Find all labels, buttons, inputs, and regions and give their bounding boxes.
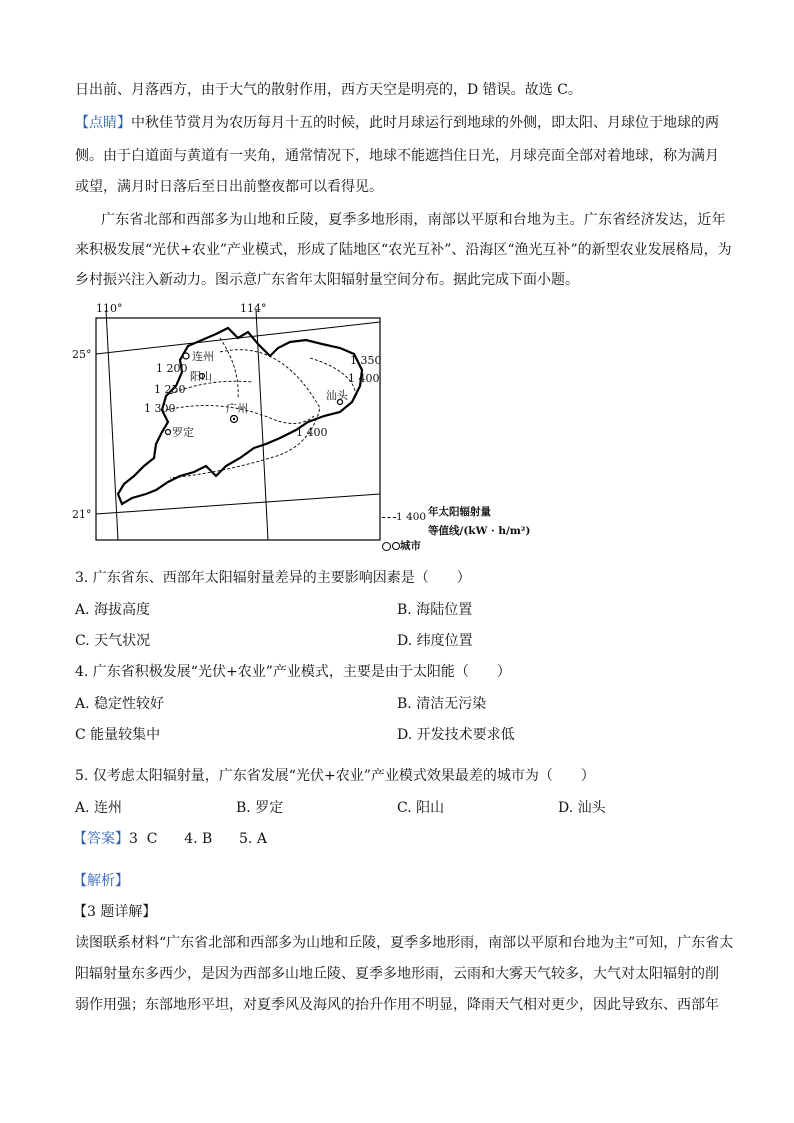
- isoline-label: 1 400: [296, 426, 328, 439]
- city-label: 汕头: [326, 389, 348, 402]
- tip-text: 中秋佳节赏月为农历每月十五的时候，此时月球运行到地球的外侧，即太阳、月球位于地球的两: [131, 115, 719, 131]
- isoline-label: 1 250: [154, 383, 186, 396]
- question-5-stem: 5. 仅考虑太阳辐射量，广东省发展“光伏+农业”产业模式效果最差的城市为（ ）: [75, 768, 595, 784]
- tip-tag: 【点睛】: [75, 115, 131, 131]
- legend-isoline-swatch: [382, 517, 396, 518]
- map-legend: [382, 506, 531, 553]
- lat-label: 25°: [72, 348, 92, 361]
- q5-option-a[interactable]: A. 连州: [75, 800, 123, 816]
- city-marker: [166, 430, 171, 435]
- legend-unit: 等值线/(kW · h/m²): [428, 525, 531, 537]
- q4-option-c[interactable]: C 能量较集中: [75, 727, 161, 743]
- analysis-tag: 【解析】: [73, 873, 129, 889]
- meridian-110: [106, 310, 118, 540]
- legend-title: 年太阳辐射量: [428, 506, 491, 518]
- analysis-subheading: 【3 题详解】: [73, 904, 157, 920]
- legend-city-icon: [392, 542, 400, 550]
- isoline-label: 1 300: [144, 402, 176, 415]
- intro-line: 广东省北部和西部多为山地和丘陵，夏季多地形雨，南部以平原和台地为主。广东省经济发达，近年: [101, 212, 726, 228]
- q4-option-b[interactable]: B. 清洁无污染: [397, 696, 487, 712]
- question-4-stem: 4. 广东省积极发展“光伏+农业”产业模式，主要是由于太阳能（ ）: [75, 664, 511, 680]
- analysis-line: 阳辐射量东多西少，是因为西部多山地丘陵、夏季多地形雨，云雨和大雾天气较多，大气对太阳辐射的削: [75, 966, 719, 982]
- city-marker-dot: [233, 418, 235, 420]
- q5-option-d[interactable]: D. 汕头: [558, 800, 606, 816]
- q3-option-b[interactable]: B. 海陆位置: [397, 602, 473, 618]
- city-label: 罗定: [172, 426, 194, 439]
- legend-capital-icon: [382, 542, 391, 551]
- legend-city-label: 城市: [400, 540, 421, 552]
- map-frame: [96, 318, 380, 540]
- lat-label: 21°: [72, 508, 92, 521]
- legend-value: 1 400: [396, 511, 427, 523]
- isoline-label: 1 400: [348, 372, 380, 385]
- q5-option-b[interactable]: B. 罗定: [236, 800, 284, 816]
- lon-label: 114°: [240, 302, 267, 315]
- guangdong-outline: [118, 328, 362, 504]
- lon-label: 110°: [96, 302, 123, 315]
- answer-tag: 【答案】: [73, 831, 129, 847]
- tip-line: 侧。由于白道面与黄道有一夹角，通常情况下，地球不能遮挡住日光，月球亮面全部对着地球，称为满月: [75, 148, 719, 164]
- q4-option-a[interactable]: A. 稳定性较好: [75, 696, 165, 712]
- q5-option-c[interactable]: C. 阳山: [397, 800, 445, 816]
- q3-option-a[interactable]: A. 海拔高度: [75, 602, 151, 618]
- q4-option-d[interactable]: D. 开发技术要求低: [397, 727, 515, 743]
- city-marker: [183, 353, 189, 359]
- q3-option-d[interactable]: D. 纬度位置: [397, 633, 473, 649]
- isoline-label: 1 200: [156, 362, 188, 375]
- answer-text: 3 C 4. B 5. A: [129, 831, 267, 847]
- paragraph-line: 日出前、月落西方，由于大气的散射作用，西方天空是明亮的，D 错误。故选 C。: [75, 82, 582, 98]
- analysis-line: 弱作用强；东部地形平坦，对夏季风及海风的抬升作用不明显，降雨天气相对更少，因此导致东、西部年: [75, 997, 719, 1013]
- tip-line: 或望，满月时日落后至日出前整夜都可以看得见。: [75, 179, 383, 195]
- q3-option-c[interactable]: C. 天气状况: [75, 633, 151, 649]
- tip-line: [75, 113, 719, 133]
- intro-line: 来积极发展“光伏+农业”产业模式，形成了陆地区“农光互补”、沿海区“渔光互补”的新型农业发展格局，为: [75, 242, 732, 258]
- guangdong-radiation-map: [70, 298, 400, 548]
- city-label: 连州: [192, 350, 214, 363]
- isoline-1200: [220, 338, 238, 398]
- city-label: 广州: [226, 402, 248, 415]
- answer-line: [73, 829, 267, 849]
- isoline-label: 1 350: [350, 354, 382, 367]
- intro-line: 乡村振兴注入新动力。图示意广东省年太阳辐射量空间分布。据此完成下面小题。: [75, 272, 579, 288]
- city-label: 阳山: [190, 370, 212, 383]
- analysis-line: 读图联系材料“广东省北部和西部多为山地和丘陵，夏季多地形雨，南部以平原和台地为主”可知，广东省太: [75, 935, 734, 951]
- question-3-stem: 3. 广东省东、西部年太阳辐射量差异的主要影响因素是（ ）: [75, 570, 471, 586]
